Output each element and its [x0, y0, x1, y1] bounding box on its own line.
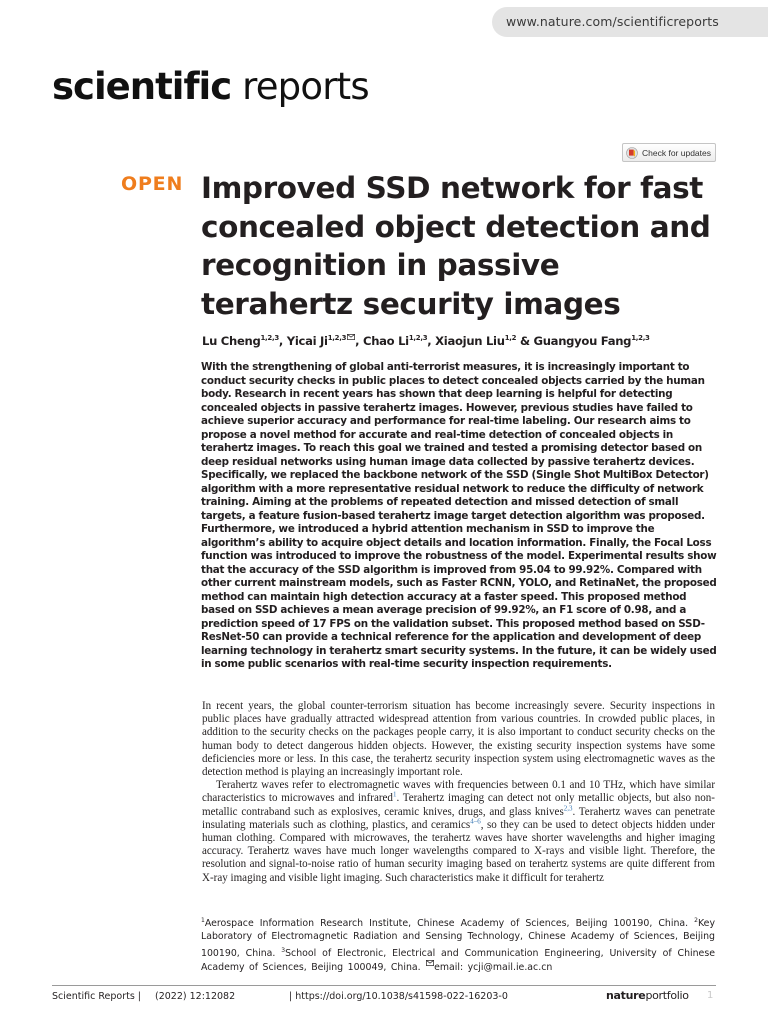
body-text-run: . Terahertz imaging can detect not only metallic objects, but also non-metallic contraband such as explosives, ceramic knives, drugs, and glass knives	[202, 792, 715, 818]
affiliation-number: 1	[201, 917, 205, 924]
journal-logo[interactable]	[52, 64, 369, 110]
affiliation-number: 2	[694, 917, 698, 924]
check-for-updates-label: Check for updates	[642, 147, 711, 158]
body-paragraph: In recent years, the global counter-terrorism situation has become increasingly severe. Security inspections in public places have gradually attracted widespread attention from various countries. In crowded public places, in addition to the security checks on the packages people carry, it is also important to conduct security checks on the human body to detect dangerous hidden objects. However, the existing security inspection systems have some deficiencies more or less. In this case, the terahertz security inspection system using electromagnetic waves as the detection method is playing an increasingly important role.	[202, 700, 715, 779]
affiliation-text: Aerospace Information Research Institute, Chinese Academy of Sciences, Beijing 100190, China.	[204, 918, 695, 930]
author-name[interactable]: Lu Cheng	[202, 334, 261, 348]
corresponding-author-envelope-icon[interactable]	[347, 334, 355, 340]
reference-link[interactable]: 2,3	[563, 803, 573, 812]
author-name[interactable]: Xiaojun Liu	[435, 334, 505, 348]
affiliation-text: School of Electronic, Electrical and Communication Engineering, University of Chinese Academy of Sciences, Beijing 100049, China.	[201, 947, 715, 973]
check-for-updates-button[interactable]	[622, 143, 716, 162]
author-affiliation: 1,2,3	[408, 334, 428, 343]
author-affiliation: 1,2,3	[327, 334, 347, 343]
journal-logo-regular: reports	[231, 65, 369, 108]
author-list	[202, 334, 742, 348]
abstract: With the strengthening of global anti-terrorist measures, it is increasingly important to conduct security checks in public places to detect concealed objects carried by the human body. Research in recent years has shown that deep learning is helpful for detecting concealed objects in passive terahertz images. However, previous studies have failed to achieve superior accuracy and performance for real-time labeling. Our research aims to propose a novel method for accurate and real-time detection of concealed objects in terahertz images. To reach this goal we trained and tested a promising detector based on deep residual networks using human image data collected by passive terahertz devices. Specifically, we replaced the backbone network of the SSD (Single Shot MultiBox Detector) algorithm with a more representative residual network to reduce the difficulty of network training. Aiming at the problems of repeated detection and missed detection of small targets, a feature fusion-based terahertz image target detection algorithm was proposed. Furthermore, we introduced a hybrid attention mechanism in SSD to improve the algorithm’s ability to acquire object details and location information. Finally, the Focal Loss function was introduced to improve the robustness of the model. Experimental results show that the accuracy of the SSD algorithm is improved from 95.04 to 99.92%. Compared with other current mainstream models, such as Faster RCNN, YOLO, and RetinaNet, the proposed method can maintain high detection accuracy at a faster speed. This proposed method based on SSD achieves a mean average precision of 99.92%, an F1 score of 0.98, and a prediction speed of 17 FPS on the validation subset. This proposed method based on SSD-ResNet-50 can provide a technical reference for the application and development of deep learning technology in terahertz smart security systems. In the future, it can be widely used in some public scenarios with real-time security inspection requirements.	[201, 361, 717, 671]
body-text-run: . Terahertz waves can penetrate insulating materials such as clothing, plastics, and ceramics	[202, 805, 716, 831]
affiliation-number: 3	[281, 946, 286, 954]
author-name[interactable]: Yicai Ji	[286, 334, 328, 348]
contact-email[interactable]: email: ycji@mail.ie.ac.cn	[434, 961, 553, 973]
reference-link[interactable]: 4–6	[470, 817, 481, 826]
envelope-icon	[426, 960, 434, 966]
author-affiliation: 1,2,3	[260, 334, 279, 343]
author-affiliation: 1,2	[504, 334, 517, 343]
journal-url-link[interactable]: www.nature.com/scientificreports	[506, 14, 719, 29]
brand-bold: nature	[606, 989, 646, 1002]
footer-journal: Scientific Reports |	[52, 991, 142, 1002]
body-text-run: Terahertz waves refer to electromagnetic waves with frequencies between 0.1 and 10 THz, which have similar characteristics to microwaves and infrared	[202, 779, 715, 805]
footer-citation	[52, 991, 235, 1002]
footer-divider	[52, 985, 716, 986]
article-title: Improved SSD network for fast concealed object detection and recognition in passive terahertz security images	[201, 171, 711, 321]
brand-regular: portfolio	[645, 989, 689, 1002]
author-name[interactable]: Chao Li	[363, 334, 409, 348]
nature-portfolio-logo	[606, 989, 689, 1002]
body-paragraph	[202, 779, 715, 885]
author-separator: ,	[355, 334, 363, 348]
crossmark-icon	[626, 147, 638, 159]
author-separator: ,	[278, 334, 287, 348]
body-text-run: , so they can be used to detect objects hidden under human clothing. Compared with microwaves, the terahertz waves have shorter wavelengths and higher imaging accuracy. Terahertz waves have much longer wavelengths compared to X-rays and visible light. Therefore, the resolution and signal-to-noise ratio of human security imaging based on terahertz systems are quite different from X-ray imaging and visible light imaging. Such characteristics make it difficult for terahertz	[202, 818, 715, 884]
affiliations	[201, 914, 715, 974]
author-separator: ,	[427, 334, 436, 348]
journal-logo-bold: scientific	[52, 65, 232, 108]
author-name[interactable]: Guangyou Fang	[533, 334, 632, 348]
reference-link[interactable]: 1	[392, 790, 397, 799]
author-affiliation: 1,2,3	[631, 334, 650, 343]
footer-doi-link[interactable]: | https://doi.org/10.1038/s41598-022-16203-0	[289, 991, 508, 1002]
affiliation-text: Key Laboratory of Electromagnetic Radiation and Sensing Technology, Chinese Academy of Sciences, Beijing 100190, China.	[201, 918, 715, 959]
open-access-label: OPEN	[121, 173, 184, 195]
footer-volume: (2022) 12:12082	[155, 991, 236, 1002]
author-separator: &	[516, 334, 534, 348]
page-number: 1	[707, 990, 714, 1001]
body-text	[202, 700, 715, 885]
